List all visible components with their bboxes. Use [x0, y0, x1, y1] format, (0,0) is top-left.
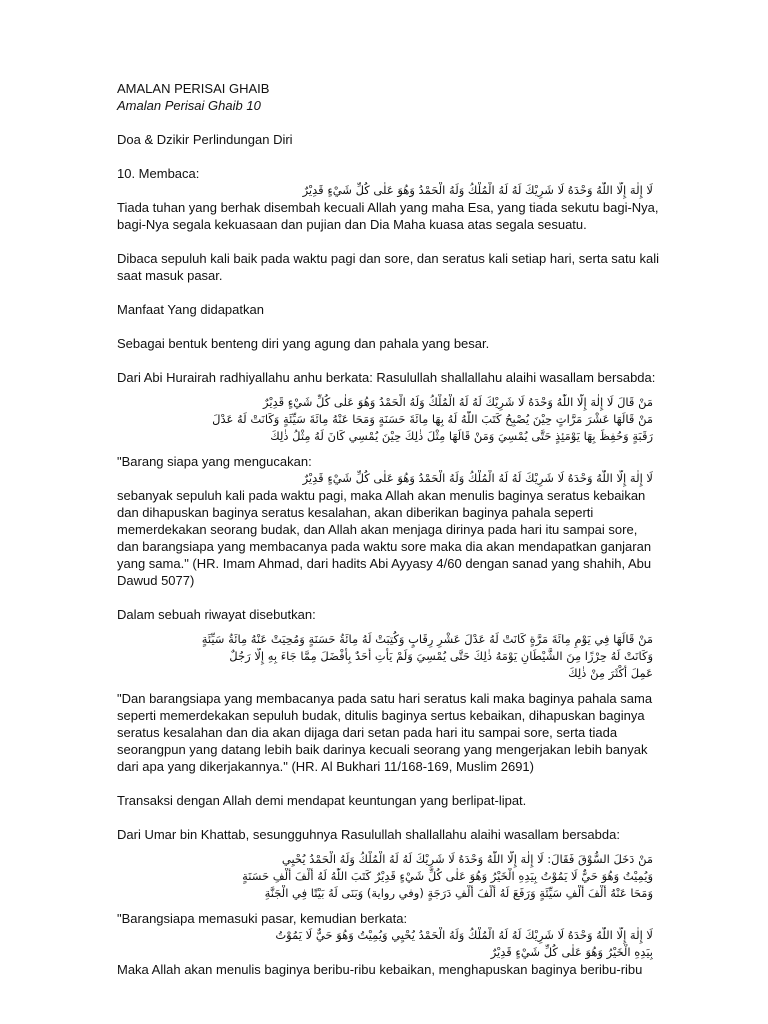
dan-line: "Dan barangsiapa yang membacanya pada satu hari seratus kali maka baginya pahala sama [117, 691, 653, 706]
sebagai-line: Sebagai bentuk benteng diri yang agung dan pahala yang besar. [117, 336, 490, 351]
barang-label: "Barang siapa yang mengucakan: [117, 454, 312, 469]
last-line: Maka Allah akan menulis baginya beribu-ribu kebaikan, menghapuskan baginya beribu-ribu [117, 962, 643, 977]
barang-line: memerdekakan seorang budak, dan Allah akan menjaga dirinya pada hari itu sampai sore, [117, 522, 638, 537]
dan-line: seorangpun yang datang lebih baik darinya kecuali seorang yang mengerjakan lebih banyak [117, 742, 648, 757]
dan-line: dari apa yang dikerjakannya." (HR. Al Bukhari 11/168-169, Muslim 2691) [117, 759, 534, 774]
hadith-2-line: وَكَانَتْ لَهُ حِرْزًا مِنَ الشَّيْطَانِ يَوْمَهُ ذٰلِكَ حَتَّى يُمْسِيَ وَلَمْ يَأْتِ أَحَدٌ بِأَفْضَلَ مِمَّا جَاءَ بِهِ إِلَّا رَجُلٌ [229, 649, 653, 663]
dan-line: seperti memerdekakan sepuluh budak, ditulis baginya sertus kebaikan, dihapuskan baginya [117, 708, 645, 723]
hadith-3-line: وَيُمِيْتُ وَهُوَ حَيٌّ لَا يَمُوْتُ بِيَدِهِ الْخَيْرُ وَهُوَ عَلٰى كُلِّ شَيْءٍ قَدِيْرٌ كَتَبَ اللّٰهُ لَهُ أَلْفَ أَلْفِ حَسَنَةٍ [242, 869, 653, 883]
barang-line: yang sama." (HR. Imam Ahmad, dari hadits Abi Ayyasy 4/60 dengan sanad yang shahih, Abu [117, 556, 652, 571]
hadith-2-line: عَمِلَ أَكْثَرَ مِنْ ذٰلِكَ [568, 666, 653, 680]
translation-line-2: bagi-Nya segala kekuasaan dan pujian dan Dia Maha kuasa atas segala sesuatu. [117, 217, 587, 232]
arabic-dzikir-4-line: بِيَدِهِ الْخَيْرُ وَهُوَ عَلٰى كُلِّ شَيْءٍ قَدِيْرٌ [490, 945, 653, 959]
barang-line: Dawud 5077) [117, 573, 195, 588]
paragraph-pagi-1: Dibaca sepuluh kali baik pada waktu pagi dan sore, dan seratus kali setiap hari, serta satu kali [117, 251, 659, 266]
hadith-1 [117, 394, 653, 445]
hadith-2 [117, 631, 653, 682]
arabic-dzikir-1: لَا إِلٰهَ إِلَّا اللّٰهُ وَحْدَهُ لَا شَرِيْكَ لَهُ لَهُ الْمُلْكُ وَلَهُ الْحَمْدُ وَهُوَ عَلٰى كُلِّ شَيْءٍ قَدِيْرٌ [302, 183, 653, 197]
arabic-dzikir-2: لَا إِلٰهَ إِلَّا اللّٰهُ وَحْدَهُ لَا شَرِيْكَ لَهُ لَهُ الْمُلْكُ وَلَهُ الْحَمْدُ وَهُوَ عَلٰى كُلِّ شَيْءٍ قَدِيْرٌ [302, 471, 653, 485]
hadith-2-line: مَنْ قَالَهَا فِي يَوْمٍ مِائَةَ مَرَّةٍ كَانَتْ لَهُ عَدْلَ عَشْرِ رِقَابٍ وَكُتِبَتْ لَهُ مِائَةُ حَسَنَةٍ وَمُحِيَتْ عَنْهُ مِائَةُ سَيِّئَةٍ [201, 632, 653, 646]
hadith-3 [117, 851, 653, 902]
barang-line: sebanyak sepuluh kali pada waktu pagi, maka Allah akan menulis baginya seratus kebaikan [117, 488, 646, 503]
manfaat-heading: Manfaat Yang didapatkan [117, 302, 264, 317]
pasar-label: "Barangsiapa memasuki pasar, kemudian berkata: [117, 911, 408, 926]
translation-line-1: Tiada tuhan yang berhak disembah kecuali Allah yang maha Esa, yang tiada sekutu bagi-Nya, [117, 200, 659, 215]
riwayat-line: Dalam sebuah riwayat disebutkan: [117, 607, 316, 622]
dari-umar-line: Dari Umar bin Khattab, sesungguhnya Rasulullah shallallahu alaihi wasallam bersabda: [117, 827, 620, 842]
transaksi-line: Transaksi dengan Allah demi mendapat keuntungan yang berlipat-lipat. [117, 793, 527, 808]
paragraph-pagi-2: saat masuk pasar. [117, 268, 223, 283]
hadith-1-line: مَنْ قَالَهَا عَشْرَ مَرَّاتٍ حِيْنَ يُصْبِحُ كَتَبَ اللّٰهُ لَهُ بِهَا مِائَةَ حَسَنَةٍ وَمَحَا عَنْهُ مِائَةَ سَيِّئَةٍ وَكَانَتْ لَهُ عَدْلَ [212, 412, 653, 426]
hadith-1-line: رَقَبَةٍ وَحُفِظَ بِهَا يَوْمَئِذٍ حَتَّى يُمْسِيَ وَمَنْ قَالَهَا مِثْلَ ذٰلِكَ حِيْنَ يُمْسِي كَانَ لَهُ مِثْلُ ذٰلِكَ [270, 429, 653, 443]
item-label: 10. Membaca: [117, 166, 200, 181]
doc-title: AMALAN PERISAI GHAIB [117, 81, 270, 96]
dan-line: seratus kesalahan dan dia akan dijaga dari setan pada hari itu sampai sore, serta tiada [117, 725, 618, 740]
barang-line: dan dihapuskan baginya seratus kesalahan, akan diberikan baginya pahala seperti [117, 505, 594, 520]
hadith-1-line: مَنْ قَالَ لَا إِلٰهَ إِلَّا اللّٰهُ وَحْدَهُ لَا شَرِيْكَ لَهُ لَهُ الْمُلْكُ وَلَهُ الْحَمْدُ وَهُوَ عَلٰى كُلِّ شَيْءٍ قَدِيْرٌ [263, 395, 653, 409]
doc-heading: Doa & Dzikir Perlindungan Diri [117, 132, 293, 147]
dari-abi-line: Dari Abi Hurairah radhiyallahu anhu berkata: Rasulullah shallallahu alaihi wasallam bersabda: [117, 370, 656, 385]
arabic-dzikir-4-line: لَا إِلٰهَ إِلَّا اللّٰهُ وَحْدَهُ لَا شَرِيْكَ لَهُ لَهُ الْمُلْكُ وَلَهُ الْحَمْدُ يُحْيِي وَيُمِيْتُ وَهُوَ حَيٌّ لَا يَمُوْتُ [275, 928, 653, 942]
hadith-3-line: وَمَحَا عَنْهُ أَلْفَ أَلْفِ سَيِّئَةٍ وَرَفَعَ لَهُ أَلْفَ أَلْفِ دَرَجَةٍ (وفي رواية) وَبَنَى لَهُ بَيْتًا فِي الْجَنَّةِ [264, 886, 653, 900]
hadith-3-line: مَنْ دَخَلَ السُّوْقَ فَقَالَ: لَا إِلٰهَ إِلَّا اللّٰهُ وَحْدَهُ لَا شَرِيْكَ لَهُ لَهُ الْمُلْكُ وَلَهُ الْحَمْدُ يُحْيِي [281, 852, 653, 866]
barang-line: dan barangsiapa yang membacanya pada waktu sore maka dia akan mendapatkan ganjaran [117, 539, 652, 554]
doc-subtitle: Amalan Perisai Ghaib 10 [117, 98, 261, 113]
